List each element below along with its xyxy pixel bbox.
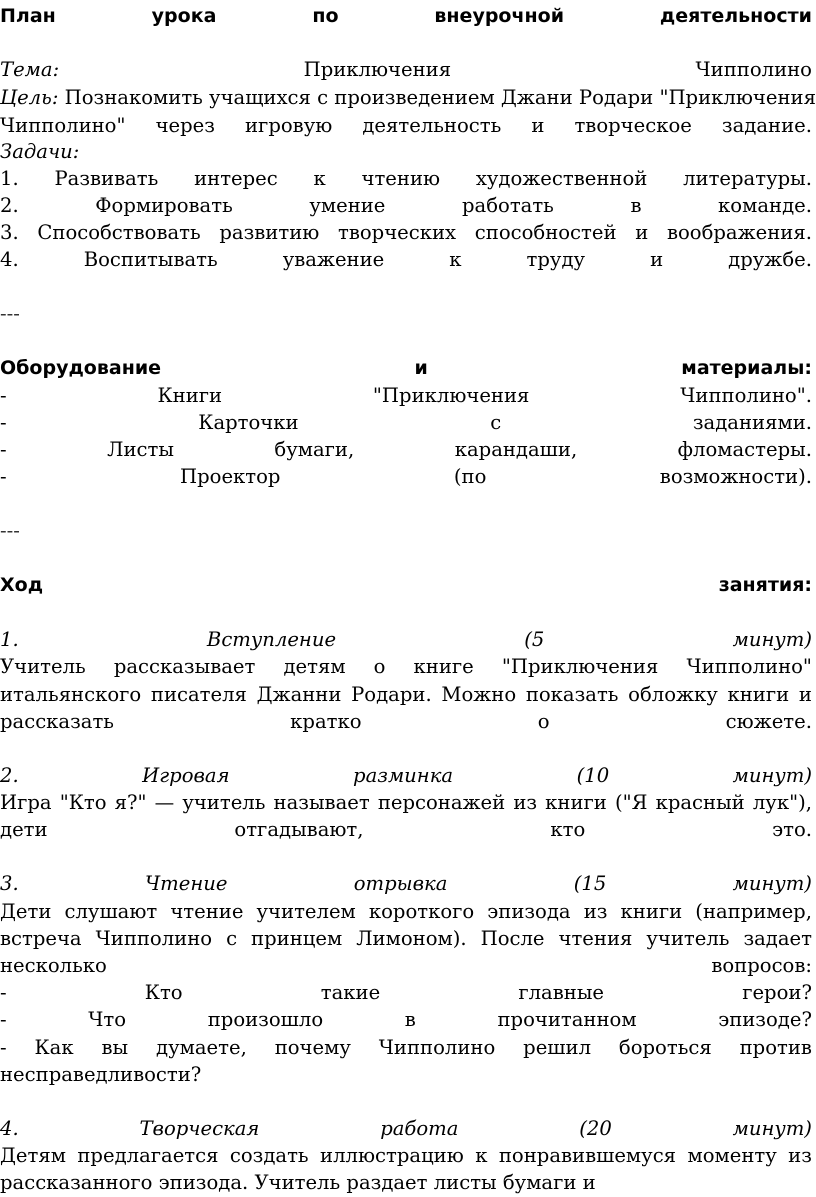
heading-word: минут) — [732, 1117, 812, 1140]
item-word: - — [0, 411, 7, 434]
word: сюжете. — [725, 710, 812, 733]
word: иллюстрацию — [320, 1144, 464, 1167]
heading-word: минут) — [732, 628, 812, 651]
paragraph-line: несправедливости? — [0, 1063, 202, 1086]
item-word: Проектор — [180, 465, 281, 488]
word: учителем — [256, 900, 356, 923]
separator: --- — [0, 519, 20, 542]
equipment-item — [0, 463, 812, 491]
question-line — [0, 979, 812, 1007]
equipment-item — [0, 409, 812, 437]
document-title — [0, 2, 812, 30]
task-word: и — [635, 221, 649, 244]
item-word: фломастеры. — [677, 438, 812, 461]
word: задает — [743, 927, 812, 950]
word: Можно — [441, 683, 517, 706]
heading-word: и — [414, 357, 428, 379]
word: прочитанном — [497, 1008, 637, 1031]
task-word: дружбе. — [728, 248, 812, 271]
word: книги — [727, 683, 790, 706]
task-word: к — [313, 167, 326, 190]
paragraph-line — [0, 789, 812, 817]
heading-word: материалы: — [681, 357, 812, 379]
paragraph-line — [0, 1142, 812, 1170]
task-word: Воспитывать — [83, 248, 218, 271]
word: красный — [655, 791, 745, 814]
word: принцем — [251, 927, 343, 950]
title-word: деятельности — [659, 5, 812, 27]
goal-word: Чипполино" — [0, 114, 126, 137]
word: дети — [0, 818, 48, 841]
word: Чипполино — [378, 1036, 496, 1059]
item-word: Листы — [107, 438, 174, 461]
word: в — [404, 1008, 416, 1031]
task-word: чтению — [361, 167, 441, 190]
word: персонажей — [377, 791, 506, 814]
paragraph-line — [0, 653, 812, 681]
word: понравившемуся — [498, 1144, 677, 1167]
word: к — [475, 1144, 488, 1167]
word: После — [480, 927, 545, 950]
task-word: и — [650, 248, 664, 271]
title-word: План — [0, 5, 56, 27]
task-word: художественной — [475, 167, 648, 190]
title-word: урока — [151, 5, 217, 27]
word: ("Я — [614, 791, 648, 814]
equipment-item — [0, 436, 812, 464]
section-heading — [0, 626, 812, 654]
word: встреча — [0, 927, 82, 950]
task-word: 4. — [0, 248, 19, 271]
word: бороться — [618, 1036, 712, 1059]
word: Джанни — [256, 683, 342, 706]
task-item — [0, 219, 812, 247]
word: Родари. — [351, 683, 432, 706]
word: моменту — [687, 1144, 777, 1167]
task-item — [0, 192, 812, 220]
heading-word: отрывка — [353, 872, 448, 895]
word: из — [513, 791, 538, 814]
heading-word: (10 — [576, 764, 610, 787]
heading-word: Оборудование — [0, 357, 162, 379]
topic-label: Тема: — [0, 58, 60, 81]
word: Дети — [0, 900, 52, 923]
goal-text: Познакомить учащихся с произведением Джани Родари "Приключения — [58, 86, 816, 109]
word: рассказывает — [113, 655, 256, 678]
item-word: Книги — [157, 384, 223, 407]
word: из — [583, 900, 608, 923]
task-word: воображения. — [666, 221, 812, 244]
word: главные — [518, 981, 605, 1004]
task-word: развитию — [219, 221, 320, 244]
heading-word: занятия: — [718, 574, 812, 596]
goal-word: задание. — [721, 114, 812, 137]
task-word: 3. — [0, 221, 19, 244]
heading-word: Вступление — [206, 628, 337, 651]
task-word: способностей — [474, 221, 617, 244]
paragraph-line — [0, 952, 812, 980]
goal-line — [0, 84, 816, 112]
task-word: команде. — [718, 194, 812, 217]
word: детям — [283, 655, 346, 678]
word: вопросов: — [711, 954, 812, 977]
task-word: творческих — [338, 221, 457, 244]
heading-word: Ход — [0, 574, 44, 596]
heading-word: Игровая — [142, 764, 230, 787]
goal-line-2 — [0, 112, 812, 140]
question-line — [0, 1006, 812, 1034]
task-word: к — [449, 248, 462, 271]
goal-word: творческое — [574, 114, 692, 137]
word: называет — [273, 791, 370, 814]
heading-word: работа — [380, 1117, 459, 1140]
paragraph-line — [0, 708, 812, 736]
word: учитель — [646, 927, 730, 950]
section-heading — [0, 762, 812, 790]
word: кратко — [290, 710, 362, 733]
word: - — [0, 1008, 7, 1031]
goal-word: игровую — [245, 114, 333, 137]
word: отгадывают, — [234, 818, 364, 841]
word: Что — [88, 1008, 127, 1031]
question-line — [0, 1034, 812, 1062]
item-word: (по — [453, 465, 487, 488]
task-word: труду — [526, 248, 586, 271]
task-word: Развивать — [54, 167, 159, 190]
heading-word: Чтение — [145, 872, 228, 895]
word: лук"), — [752, 791, 812, 814]
topic-line — [0, 56, 812, 84]
word: эпизоде? — [718, 1008, 812, 1031]
word: из — [788, 1144, 812, 1167]
word: и — [798, 683, 812, 706]
word: кто — [550, 818, 586, 841]
title-word: внеурочной — [434, 5, 565, 27]
paragraph-line: рассказанного эпизода. Учитель раздает листы бумаги и — [0, 1171, 596, 1194]
word: рассказать — [0, 710, 114, 733]
equipment-item — [0, 382, 812, 410]
word: о — [537, 710, 550, 733]
word: Лимоном). — [356, 927, 467, 950]
item-word: возможности). — [659, 465, 812, 488]
section-heading — [0, 870, 812, 898]
item-word: Чипполино". — [680, 384, 812, 407]
item-word: - — [0, 438, 7, 461]
task-word: Способствовать — [37, 221, 201, 244]
word: создать — [229, 1144, 309, 1167]
topic-word: Чипполино — [695, 58, 812, 81]
task-word: Формировать — [95, 194, 233, 217]
item-word: - — [0, 384, 7, 407]
heading-word: 1. — [0, 628, 19, 651]
word: такие — [320, 981, 381, 1004]
task-item — [0, 165, 812, 193]
word: — — [154, 791, 175, 814]
item-word: карандаши, — [454, 438, 578, 461]
word: Чипполино" — [686, 655, 812, 678]
word: Чипполино — [95, 927, 213, 950]
word: предлагается — [77, 1144, 219, 1167]
word: короткого — [368, 900, 475, 923]
word: решил — [523, 1036, 592, 1059]
word: эпизода — [487, 900, 571, 923]
word: (например, — [695, 900, 812, 923]
word: против — [739, 1036, 812, 1059]
paragraph-line — [0, 898, 812, 926]
word: книге — [413, 655, 474, 678]
word: несколько — [0, 954, 107, 977]
word: книги — [545, 791, 607, 814]
word: обложку — [628, 683, 718, 706]
heading-word: 4. — [0, 1117, 19, 1140]
word: почему — [274, 1036, 351, 1059]
task-word: интерес — [194, 167, 278, 190]
task-word: 2. — [0, 194, 19, 217]
item-word: - — [0, 465, 7, 488]
title-word: по — [312, 5, 339, 27]
heading-word: минут) — [732, 764, 812, 787]
equipment-heading — [0, 354, 812, 382]
word: слушают — [64, 900, 158, 923]
paragraph-line — [0, 681, 812, 709]
goal-word: и — [531, 114, 545, 137]
task-word: литературы. — [683, 167, 812, 190]
word: книги — [620, 900, 683, 923]
word: "Кто — [59, 791, 107, 814]
tasks-label: Задачи: — [0, 140, 80, 163]
item-word: бумаги, — [274, 438, 355, 461]
word: герои? — [742, 981, 812, 1004]
item-word: с — [490, 411, 502, 434]
item-word: заданиями. — [692, 411, 812, 434]
heading-word: 3. — [0, 872, 19, 895]
task-word: уважение — [282, 248, 385, 271]
heading-word: Творческая — [139, 1117, 260, 1140]
word: показать — [525, 683, 619, 706]
word: с — [226, 927, 238, 950]
heading-word: (15 — [573, 872, 607, 895]
task-word: работать — [462, 194, 554, 217]
word: Игра — [0, 791, 52, 814]
word: - — [0, 981, 7, 1004]
word: я?" — [114, 791, 147, 814]
heading-word: 2. — [0, 764, 19, 787]
word: произошло — [207, 1008, 324, 1031]
heading-word: минут) — [732, 872, 812, 895]
item-word: Карточки — [198, 411, 299, 434]
heading-word: (20 — [579, 1117, 612, 1140]
word: это. — [772, 818, 812, 841]
task-item — [0, 246, 812, 274]
word: чтение — [170, 900, 244, 923]
paragraph-line — [0, 925, 812, 953]
word: писателя — [150, 683, 247, 706]
word: Детям — [0, 1144, 66, 1167]
word: о — [373, 655, 386, 678]
goal-word: деятельность — [362, 114, 502, 137]
word: чтения — [558, 927, 633, 950]
paragraph-line — [0, 816, 812, 844]
heading-word: (5 — [524, 628, 545, 651]
goal-label: Цель: — [0, 86, 59, 109]
word: "Приключения — [501, 655, 659, 678]
word: Учитель — [0, 655, 86, 678]
task-word: 1. — [0, 167, 19, 190]
task-word: в — [630, 194, 642, 217]
separator: --- — [0, 302, 20, 325]
section-heading — [0, 1115, 812, 1143]
word: Как — [34, 1036, 74, 1059]
word: итальянского — [0, 683, 142, 706]
word: - — [0, 1036, 7, 1059]
heading-word: разминка — [353, 764, 454, 787]
goal-word: через — [155, 114, 215, 137]
word: учитель — [182, 791, 266, 814]
course-heading — [0, 571, 812, 599]
topic-word: Приключения — [303, 58, 452, 81]
item-word: "Приключения — [372, 384, 530, 407]
word: думаете, — [156, 1036, 247, 1059]
word: Кто — [144, 981, 183, 1004]
word: вы — [101, 1036, 129, 1059]
task-word: умение — [309, 194, 386, 217]
